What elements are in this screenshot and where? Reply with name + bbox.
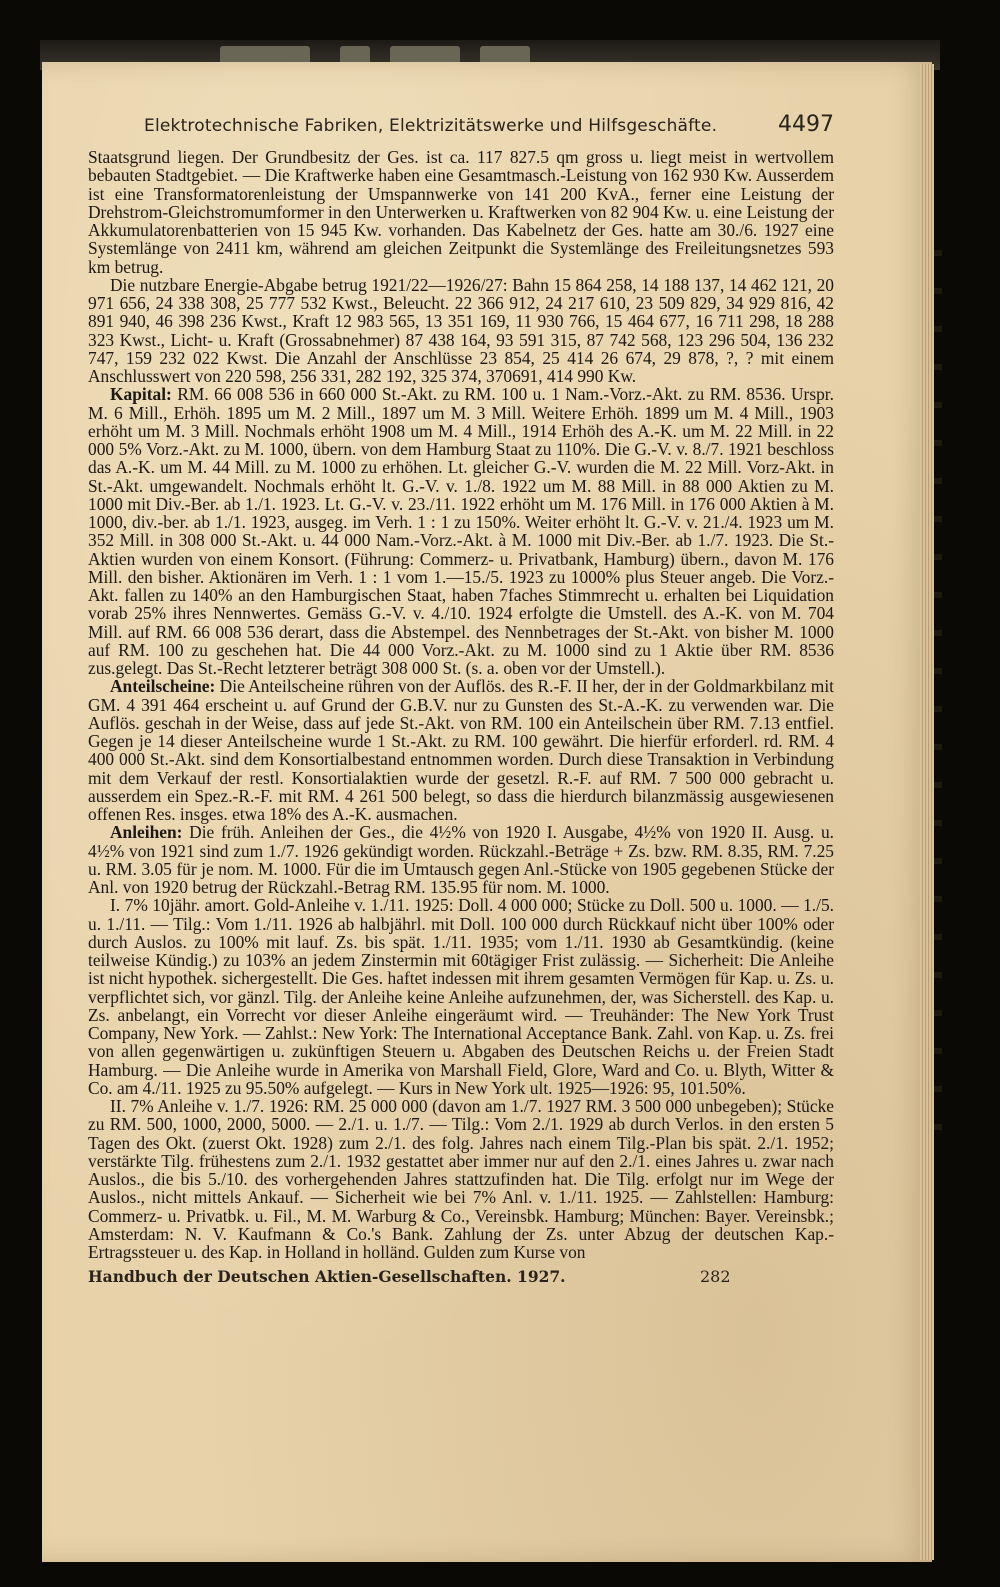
paragraph-text: I. 7% 10jähr. amort. Gold-Anleihe v. 1./11. 1925: Doll. 4 000 000; Stücke zu Doll. 500 u. 1000. — 1./5. u. 1./11. — Tilg.: Vom 1./11. 1926 ab halbjährl. mit Doll. 100 000 durch Rückkauf nicht über 100% oder durch Auslos. zu 100% mit lauf. Zs. bis spät. 1./11. 1935; vom 1./11. 1930 ab Gesamtkündig. (keine teilweise Kündig.) zu 103% an jedem Zinstermin mit 60tägiger Frist zulässig. — Sicherheit: Die Anleihe ist nicht hypothek. sichergestellt. Die Ges. haftet indessen mit ihrem gesamten Vermögen für Kap. u. Zs. u. verpflichtet sich, vor gänzl. Tilg. der Anleihe keine Anleihe aufzunehmen, der, was Sicherstell. des Kap. u. Zs. anbelangt, ein Vorrecht vor dieser Anleihe eingeräumt wird. — Treuhänder: The New York Trust Company, New York. — Zahlst.: New York: The International Acceptance Bank. Zahl. von Kap. u. Zs. frei von allen gegenwärtigen u. zukünftigen Steuern u. Abgaben des Deutschen Reichs u. der Freien Stadt Hamburg. — Die Anleihe wurde in Amerika von Marshall Field, Glore, Ward and Co. u. Blyth, Witter & Co. am 4./11. 1925 zu 95.50% aufgelegt. — Kurs in New York ult. 1925—1926: 95, 101.50%. bbox=[88, 895, 834, 1098]
paragraph-text: Die früh. Anleihen der Ges., die 4½% von 1920 I. Ausgabe, 4½% von 1920 II. Ausg. u. 4½% von 1921 sind zum 1./7. 1926 gekündigt worden. Rückzahl.-Beträge + Zs. bzw. RM. 8.35, RM. 7.25 u. RM. 3.05 für je nom. M. 1000. Für die im Umtausch gegen Anl.-Stücke von 1905 gegebenen Stücke der Anl. von 1920 betrug der Rückzahl.-Betrag RM. 135.95 für nom. M. 1000. bbox=[88, 822, 835, 897]
footer-signature: 282 bbox=[700, 1267, 731, 1287]
running-title: Elektrotechnische Fabriken, Elektrizitätswerke und Hilfsgeschäfte. bbox=[144, 116, 718, 136]
paragraph bbox=[88, 148, 834, 276]
paragraph-text: II. 7% Anleihe v. 1./7. 1926: RM. 25 000 000 (davon am 1./7. 1927 RM. 3 500 000 unbegeben); Stücke zu RM. 500, 1000, 2000, 5000. — 2./1. u. 1./7. — Tilg.: Vom 2./1. 1929 ab durch Verlos. in den ersten 5 Tagen des Okt. (zuerst Okt. 1928) zum 2./1. des folg. Jahres nach einem Tilg.-Plan bis spät. 2./1. 1952; verstärkte Tilg. frühestens zum 2./1. 1932 gestattet aber immer nur auf den 2./1. eines Jahres u. zwar nach Auslos., die bis 5./10. des vorhergehenden Jahres stattzufinden hat. Die Tilg. erfolgt nur im Wege der Auslos., nicht mittels Ankauf. — Sicherheit wie bei 7% Anl. v. 1./11. 1925. — Zahlstellen: Hamburg: Commerz- u. Privatbk. u. Fil., M. M. Warburg & Co., Vereinsbk. Hamburg; München: Bayer. Vereinsbk.; Amsterdam: N. V. Kaufmann & Co.'s Bank. Zahlung der Zs. unter Abzug der deutschen Kap.-Ertragssteuer u. des Kap. in Holland in holländ. Gulden zum Kurse von bbox=[88, 1096, 834, 1262]
section-label: Anleihen: bbox=[110, 822, 183, 843]
paragraph bbox=[88, 896, 834, 1097]
paragraph bbox=[88, 823, 834, 896]
section-label: Anteilscheine: bbox=[110, 676, 216, 697]
paragraph bbox=[88, 1097, 834, 1261]
page-content bbox=[88, 108, 834, 1289]
paragraph bbox=[88, 276, 834, 386]
paragraph bbox=[88, 677, 834, 823]
page-number: 4497 bbox=[778, 112, 834, 137]
page-stack-edge bbox=[920, 64, 934, 1560]
paragraph-text: Die Anteilscheine rühren von der Auflös. des R.-F. II her, der in der Goldmarkbilanz mit GM. 4 391 464 erscheint u. auf Grund der G.B.V. nur zu Gunsten des St.-A.-K. zu verwenden war. Die Auflös. geschah in der Weise, dass auf jede St.-Akt. von RM. 100 ein Anteilschein über RM. 7.13 entfiel. Gegen je 14 dieser Anteilscheine wurde 1 St.-Akt. zu RM. 100 gewährt. Die hierfür erforderl. rd. RM. 4 400 000 St.-Akt. sind dem Konsortialbestand entnommen worden. Durch diese Transaktion in Verbindung mit dem Verkauf der restl. Konsortialaktien wurde der gesetzl. R.-F. auf RM. 7 500 000 gebracht u. ausserdem ein Spez.-R.-F. mit RM. 4 261 500 belegt, so dass die hierdurch bilanzmässig ausgewiesenen offenen Res. insges. etwa 18% des A.-K. ausmachen. bbox=[88, 676, 835, 824]
body-text bbox=[88, 148, 834, 1261]
page-edge-marks bbox=[934, 250, 942, 1150]
paragraph-text: Die nutzbare Energie-Abgabe betrug 1921/22—1926/27: Bahn 15 864 258, 14 188 137, 14 462 121, 20 971 656, 24 338 308, 25 777 532 Kwst., Beleucht. 22 366 912, 24 217 610, 23 509 829, 34 929 816, 42 891 940, 46 398 236 Kwst., Kraft 12 983 565, 13 351 169, 11 930 766, 15 464 677, 16 711 298, 18 288 323 Kwst., Licht- u. Kraft (Grossabnehmer) 87 438 164, 93 591 315, 87 742 568, 123 296 504, 136 232 747, 159 232 022 Kwst. Die Anzahl der Anschlüsse 23 854, 25 414 26 674, 29 878, ?, ? mit einem Anschlusswert von 220 598, 256 331, 282 192, 325 374, 370691, 414 990 Kw. bbox=[88, 274, 834, 386]
paragraph-text: Staatsgrund liegen. Der Grundbesitz der Ges. ist ca. 117 827.5 qm gross u. liegt meist in wertvollem bebauten Stadtgebiet. — Die Kraftwerke haben eine Gesamtmasch.-Leistung von 162 930 Kw. Ausserdem ist eine Transformatorenleistung der Umspannwerke von 141 200 KvA., ferner eine Leistung der Drehstrom-Gleichstromumformer in den Unterwerken u. Kraftwerken von 82 904 Kw. u. eine Leistung der Akkumulatorenbatterien von 15 945 Kw. vorhanden. Das Kabelnetz der Ges. hatte am 30./6. 1927 eine Systemlänge von 2411 km, während am gleichen Zeitpunkt die Systemlänge des Freileitungsnetzes 593 km betrug. bbox=[88, 147, 834, 277]
footer-title: Handbuch der Deutschen Aktien-Gesellschaften. 1927. bbox=[88, 1267, 566, 1287]
paragraph-text: RM. 66 008 536 in 660 000 St.-Akt. zu RM. 100 u. 1 Nam.-Vorz.-Akt. zu RM. 8536. Urspr. M. 6 Mill., Erhöh. 1895 um M. 2 Mill., 1897 um M. 3 Mill. Weitere Erhöh. 1899 um M. 4 Mill., 1903 erhöht um M. 3 Mill. Nochmals erhöht 1908 um M. 4 Mill., 1914 Erhöh des A.-K. um M. 22 Mill. in 22 000 5% Vorz.-Akt. zu M. 1000, übern. von dem Hamburg Staat zu 110%. Die G.-V. v. 8./7. 1921 beschloss das A.-K. um M. 44 Mill. zu M. 1000 zu erhöhen. Lt. gleicher G.-V. wurden die M. 22 Mill. Vorz-Akt. in St.-Akt. umgewandelt. Nochmals erhöht lt. G.-V. v. 1./8. 1922 um M. 88 Mill. in 88 000 Aktien zu M. 1000 mit Div.-Ber. ab 1./1. 1923. Lt. G.-V. v. 23./11. 1922 erhöht um M. 176 Mill. in 176 000 Aktien à M. 1000, div.-ber. ab 1./1. 1923, ausgeg. im Verh. 1 : 1 zu 150%. Weiter erhöht lt. G.-V. v. 21./4. 1923 um M. 352 Mill. in 308 000 St.-Akt. u. 44 000 Nam.-Vorz.-Akt. à M. 1000 mit Div.-Ber. ab 1./7. 1923. Die St.-Aktien wurden von einem Konsort. (Führung: Commerz- u. Privatbank, Hamburg) übern., davon M. 176 Mill. den bisher. Aktionären im Verh. 1 : 1 vom 1.—15./5. 1923 zu 1000% plus Steuer angeb. Die Vorz.-Akt. fallen zu 140% an den Hamburgischen Staat, haben 7faches Stimmrecht u. erhalten bei Liquidation vorab 25% ihres Nennwertes. Gemäss G.-V. v. 4./10. 1924 erfolgte die Umstell. des A.-K. von M. 704 Mill. auf RM. 66 008 536 derart, dass die Abstempel. des Nennbetrages der St.-Akt. von bisher M. 1000 auf RM. 100 zu geschehen hat. Die 44 000 Vorz.-Akt. zu M. 1000 sind zu 1 Aktie über RM. 8536 zus.gelegt. Das St.-Recht letzterer beträgt 308 000 St. (s. a. oben vor der Umstell.). bbox=[88, 384, 834, 678]
page-footer bbox=[88, 1267, 834, 1289]
paragraph bbox=[88, 385, 834, 677]
section-label: Kapital: bbox=[110, 384, 172, 405]
running-header bbox=[88, 108, 834, 148]
